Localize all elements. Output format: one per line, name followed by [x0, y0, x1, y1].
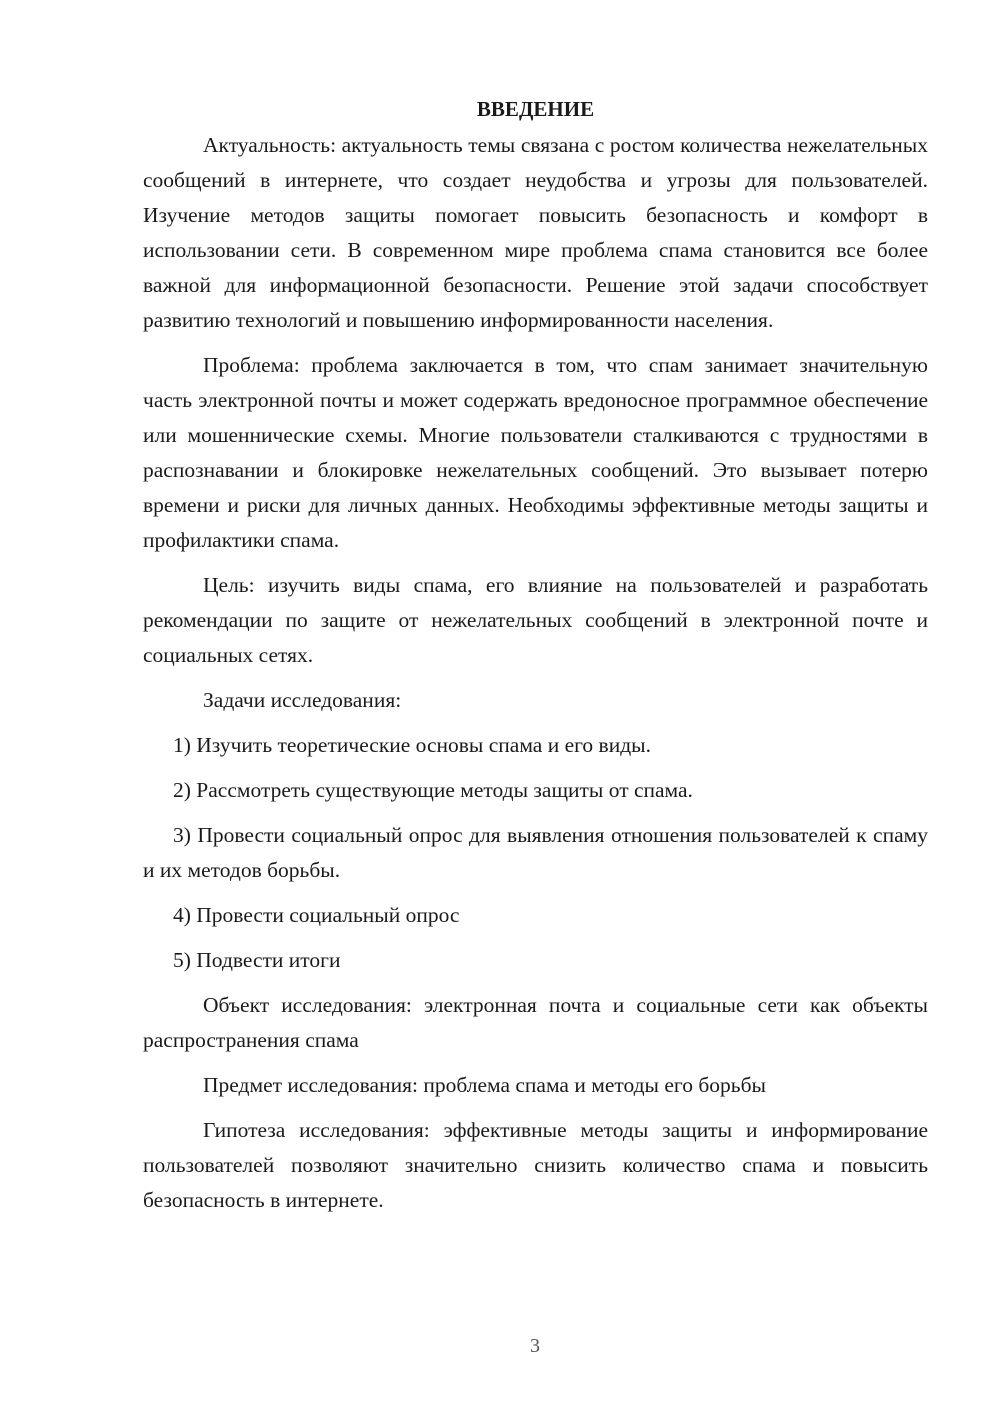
page-title: ВВЕДЕНИЕ — [476, 97, 595, 121]
list-item: 4) Провести социальный опрос — [173, 903, 460, 927]
paragraph-tasks-heading: Задачи исследования: — [203, 688, 402, 712]
page-content — [143, 92, 928, 1228]
list-item: 1) Изучить теоретические основы спама и его виды. — [173, 733, 651, 757]
paragraph-relevance: Актуальность: актуальность темы связана с ростом количества нежелательных сообщений в интернете, что создает неудобства и угрозы для пользователей. Изучение методов защиты помогает повысить безопасность и комфорт в использовании сети. В современном мире проблема спама становится все более важной для информационной безопасности. Решение этой задачи способствует развитию технологий и повышению информированности населения. — [143, 133, 928, 332]
paragraph-problem: Проблема: проблема заключается в том, что спам занимает значительную часть электронной почты и может содержать вредоносное программное обеспечение или мошеннические схемы. Многие пользователи сталкиваются с трудностями в распознавании и блокировке нежелательных сообщений. Это вызывает потерю времени и риски для личных данных. Необходимы эффективные методы защиты и профилактики спама. — [143, 353, 928, 552]
paragraph-hypothesis: Гипотеза исследования: эффективные методы защиты и информирование пользователей позволяют значительно снизить количество спама и повысить безопасность в интернете. — [143, 1118, 928, 1212]
list-item: 2) Рассмотреть существующие методы защиты от спама. — [173, 778, 693, 802]
list-item: 5) Подвести итоги — [173, 948, 341, 972]
page-number: 3 — [530, 1335, 540, 1357]
tasks-list — [143, 728, 928, 978]
paragraph-goal: Цель: изучить виды спама, его влияние на пользователей и разработать рекомендации по защите от нежелательных сообщений в электронной почте и социальных сетях. — [143, 573, 928, 667]
paragraph-object: Объект исследования: электронная почта и социальные сети как объекты распространения спама — [143, 993, 928, 1052]
list-item: 3) Провести социальный опрос для выявления отношения пользователей к спаму и их методов борьбы. — [143, 823, 928, 882]
paragraph-subject: Предмет исследования: проблема спама и методы его борьбы — [203, 1073, 766, 1097]
